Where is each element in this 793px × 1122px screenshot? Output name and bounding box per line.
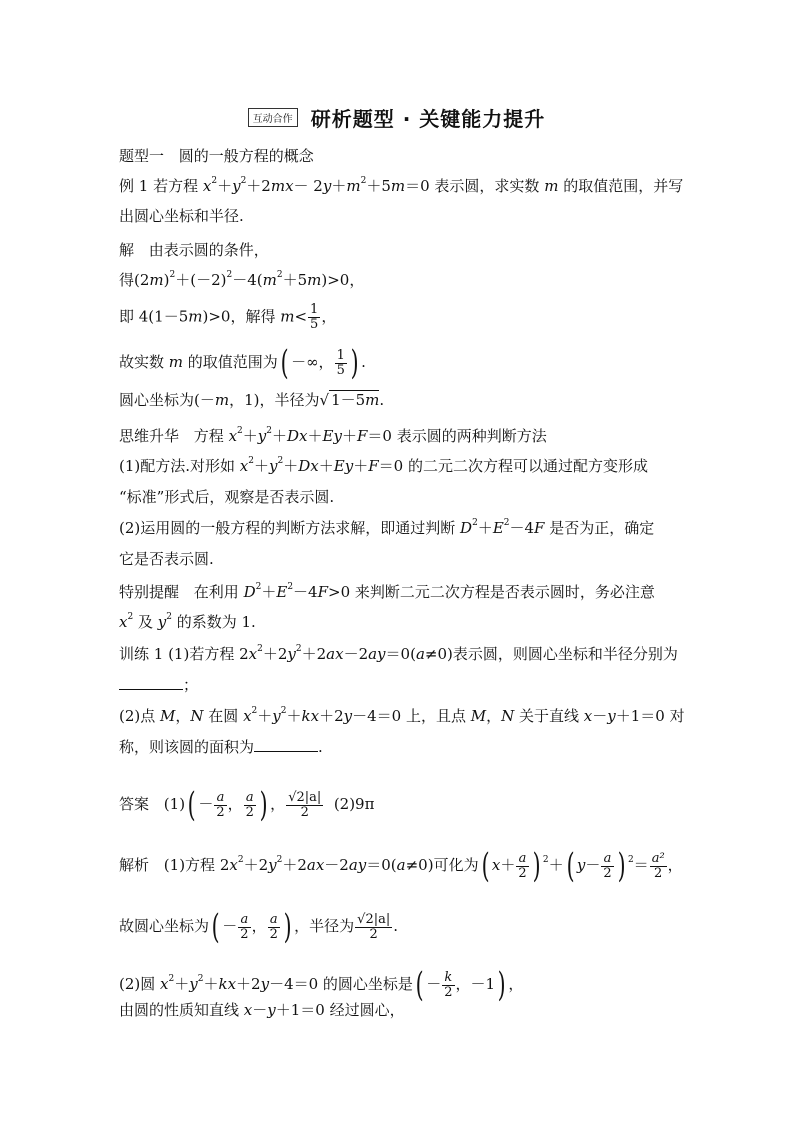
section-header [0,103,793,132]
t: F [534,519,545,537]
t: x [119,613,128,631]
t: 2 [269,926,278,942]
t: 2 [503,518,510,528]
t: 1 [310,302,319,317]
t: a [268,913,280,928]
t: m [262,271,277,289]
t: ＋ [307,427,323,445]
t: x [243,707,252,725]
t: ＋ [548,856,564,874]
analysis-line-2 [119,907,679,947]
t: 2 [251,706,258,716]
solution-line-2 [119,270,679,290]
t: ＋1＝0 对 [615,707,685,725]
t: ＝ [633,856,649,874]
t: m [390,177,406,195]
t: m [149,271,164,289]
t: 得(2 [119,271,150,289]
t: m [307,271,322,289]
t: 2 [444,984,453,1000]
t: a [415,645,425,663]
t: . [318,738,323,756]
t: 2 [245,804,254,820]
t: 2 [257,644,263,654]
t: 2 [280,706,287,716]
t: 2 [300,804,309,820]
answer-label: 答案 [119,795,150,813]
t: －4 [509,519,535,537]
t: ＝0 的二元二次方程可以通过配方变形成 [378,457,648,475]
t: 是否为正，确定 [544,519,655,537]
t: 1－5 [331,391,366,409]
t: 2 [226,270,233,280]
fraction [355,913,392,942]
t: 2 [542,855,549,865]
t: ， [175,707,191,725]
t: y [322,177,332,195]
t: ＋ [477,519,493,537]
t: m [214,391,230,409]
t: x [228,427,238,445]
t: ＋ [331,177,347,195]
t: ＋2 [319,707,344,725]
t: D [243,583,256,601]
t: N [501,707,515,725]
t: ＋ [217,177,233,195]
exercise-line-3 [119,706,685,726]
t: (2)点 [119,707,161,725]
insight-line-3: “标准”形式后，观察是否表示圆. [119,488,335,506]
fraction [335,349,347,378]
fraction [244,791,256,820]
t: >0 来判断二元二次方程是否表示圆时，务必注意 [328,583,655,601]
fraction [268,913,280,942]
t: 2 [240,176,247,186]
t: 2 [127,612,134,622]
t: ( [415,965,424,1005]
t: F [357,427,368,445]
t: ， [667,856,683,874]
t: √2|a| [288,789,322,805]
solution-line-5 [119,390,679,410]
t: － [222,917,238,935]
t: 2 [248,456,254,466]
t: ( [566,846,575,886]
t: y [267,1001,276,1019]
t: y [260,975,270,993]
t: F [368,457,379,475]
t: F [317,583,329,601]
t: (2)9π [333,795,375,813]
t: ＋2 [282,856,307,874]
t: ) [497,965,506,1005]
t: 2 [197,974,204,984]
t: Dx [287,427,308,445]
t: －2 [324,856,349,874]
t: － [592,707,608,725]
answer-blank-1 [119,675,183,690]
t: x [248,645,258,663]
t: 例 1 若方程 [119,177,203,195]
t: x [491,856,501,874]
t: 2 [266,426,273,436]
t: 2 [369,926,378,942]
t: m [365,391,380,409]
t: x [229,856,238,874]
t: － [585,856,601,874]
t: a [601,852,613,867]
t: < [294,307,308,326]
reminder-line-1 [119,582,679,602]
t: 2 [166,612,172,622]
t: ＋5 [282,271,308,289]
fraction [601,852,613,881]
t: 5 [310,317,319,332]
t: 2 [168,974,175,984]
t: ＋1＝0 经过圆心， [275,1001,405,1019]
t: ax [326,645,344,663]
t: ( [211,907,220,947]
t: －4( [232,271,263,289]
t: 的系数为 1. [171,613,256,631]
t: ＋2 [301,645,327,663]
t: ) [283,907,292,947]
t: a² [651,850,665,866]
t: x [583,707,593,725]
insight-line-1 [119,426,679,446]
t: ＝0( [366,856,397,874]
t: E [492,519,504,537]
t: ＋ [341,427,357,445]
t: ， [486,707,502,725]
t: (1)配方法.对形如 [119,457,240,475]
t: 在圆 [203,707,244,725]
t: 在利用 [193,583,244,601]
exercise-line-1 [119,644,679,664]
t: y [607,707,616,725]
t: y [576,856,586,874]
t: －4 [293,583,318,601]
t: － [198,795,214,813]
t: －4＝0 的圆心坐标是 [269,975,413,993]
t: Ey [322,427,342,445]
t: ＋ [318,457,334,475]
t: Ey [333,457,354,475]
t: a [244,791,256,806]
t: E [276,583,288,601]
t: 称，则该圆的面积为 [119,738,255,756]
t: k [442,971,454,986]
t: 关于直线 [514,707,584,725]
t: － 2 [293,177,323,195]
t: m [346,177,361,195]
t: ， [227,795,243,813]
example-line-1 [119,176,684,196]
t: 2 [276,855,283,865]
fraction [308,303,320,332]
t: √2|a| [357,911,391,927]
t: Dx [298,457,319,475]
t: 2 [216,804,225,820]
t: ) [259,785,268,825]
t: a [396,856,406,874]
t: x [160,975,169,993]
t: ) [163,271,170,289]
exercise-line-2 [119,675,679,695]
t: 2 [472,518,478,528]
t: y [287,645,296,663]
fraction [650,852,667,881]
example-line-2: 出圆心坐标和半径. [119,207,244,225]
answer-blank-2 [254,737,318,752]
t: y [232,177,241,195]
section-title: 研析题型 · 关键能力提升 [310,107,546,131]
t: 2 [211,176,218,186]
t: m [544,177,559,195]
t: 2 [240,926,249,942]
t: (1)方程 2 [163,856,230,874]
solution-line-3 [119,303,679,332]
fraction [442,971,454,1000]
t: . [361,353,366,371]
t: 1 [336,347,345,363]
t: － [252,1001,268,1019]
insight-line-5: 它是否表示圆. [119,550,214,568]
t: 2 [603,865,612,881]
t: 圆心坐标为(－ [119,391,215,409]
insight-line-4 [119,518,679,538]
t: 即 4(1－5 [119,307,189,326]
t: 2 [627,855,634,865]
t: ＋ [254,457,270,475]
t: x [202,177,212,195]
t: ＋ [286,707,302,725]
t: ， [270,795,286,813]
t: 方程 [193,427,229,445]
t: － [426,975,442,993]
t: a [214,791,226,806]
exercise-line-4 [119,737,679,757]
analysis-line-3 [119,965,679,1005]
t: ≠0)可化为 [405,856,479,874]
t: kx [301,707,320,725]
t: 训练 1 (1)若方程 2 [119,645,249,663]
analysis-line-1 [119,846,683,886]
topic-text: 圆的一般方程的概念 [178,147,314,165]
t: )>0， [321,271,365,289]
t: kx [218,975,237,993]
t: M [470,707,487,725]
t: ) [350,343,359,383]
t: －4＝0 上，且点 [352,707,471,725]
t: 5 [336,362,345,378]
t: 2 [237,426,243,436]
t: a [238,913,250,928]
answer-line [119,785,679,825]
t: mx [270,177,294,195]
t: ＋2 [236,975,261,993]
t: x [239,457,249,475]
t: y [272,707,281,725]
t: ＋ [283,457,299,475]
reminder-line-2 [119,612,679,632]
t: (1) [163,795,186,813]
t: 2 [287,582,294,592]
t: ， [251,917,267,935]
t: －2 [343,645,369,663]
t: 2 [255,582,262,592]
t: ＋2 [243,856,269,874]
t: ≠0)表示圆，则圆心坐标和半径分别为 [424,645,678,663]
t: 的取值范围为 [183,353,278,371]
solution-line-1 [119,240,679,260]
t: ( [187,785,196,825]
sqrt-body [329,390,379,409]
t: )>0，解得 [202,307,281,326]
insight-label: 思维升华 [119,427,180,445]
t: 及 [133,613,158,631]
t: √ [319,391,330,409]
t: ＝0 表示圆的两种判断方法 [367,427,547,445]
t: ＋(－2) [175,271,227,289]
t: ，半径为 [294,917,355,935]
t: ay [348,856,367,874]
t: ＋ [500,856,516,874]
t: －1 [470,975,496,993]
t: y [257,427,267,445]
t: ＋ [174,975,190,993]
t: －∞， [291,353,334,371]
topic-heading [119,146,679,166]
t: ， [508,975,524,993]
t: ， [321,307,337,326]
t: y [268,856,277,874]
t: ＝0 表示圆，求实数 [405,177,545,195]
t: m [188,307,203,326]
t: y [157,613,167,631]
t: ＋ [203,975,219,993]
t: ，1)，半径为 [229,391,320,409]
t: ay [368,645,386,663]
t: y [269,457,278,475]
t: . [393,917,399,935]
t: ＋ [257,707,273,725]
analysis-label: 解析 [119,856,150,874]
section-badge: 互动合作 [248,108,298,127]
t: M [160,707,176,725]
t: m [168,353,184,371]
t: ( [280,343,289,383]
t: 2 [237,855,244,865]
t: ) [532,846,541,886]
t: m [280,307,295,326]
topic-label: 题型一 [119,147,165,165]
t: 故实数 [119,353,169,371]
t: ax [306,856,325,874]
t: y [189,975,198,993]
t: 2 [276,270,283,280]
reminder-label: 特别提醒 [119,583,180,601]
t: . [379,391,385,409]
t: 的取值范围，并写 [558,177,684,195]
t: y [343,707,353,725]
t: ＋ [353,457,369,475]
t: D [460,519,473,537]
t: 2 [295,644,302,654]
t: N [190,707,204,725]
solution-label: 解 [119,241,135,259]
t: (2)运用圆的一般方程的判断方法求解，即通过判断 [119,519,461,537]
fraction [214,791,226,820]
fraction [516,852,528,881]
t: ＋2 [262,645,288,663]
t: ) [617,846,626,886]
analysis-line-4 [119,1000,679,1020]
t: a [516,852,528,867]
fraction [238,913,250,942]
t: ＋ [272,427,288,445]
t: ＋5 [366,177,391,195]
t: 2 [654,865,663,881]
t: ＋ [261,583,277,601]
t: ， [455,975,471,993]
t: (2)圆 [119,975,161,993]
t: 2 [360,176,367,186]
t: 2 [169,270,176,280]
t: ； [183,676,199,694]
t: ( [481,846,490,886]
t: 由圆的性质知直线 [119,1001,244,1019]
insight-line-2 [119,456,679,476]
t: ＋2 [246,177,271,195]
t: 2 [518,865,527,881]
t: x [243,1001,253,1019]
t: 故圆心坐标为 [119,917,210,935]
t: ＝0( [385,645,416,663]
solution-line-4 [119,343,679,383]
t: 由表示圆的条件， [148,241,269,259]
t: 2 [277,456,284,466]
fraction [286,791,323,820]
t: ＋ [242,427,258,445]
